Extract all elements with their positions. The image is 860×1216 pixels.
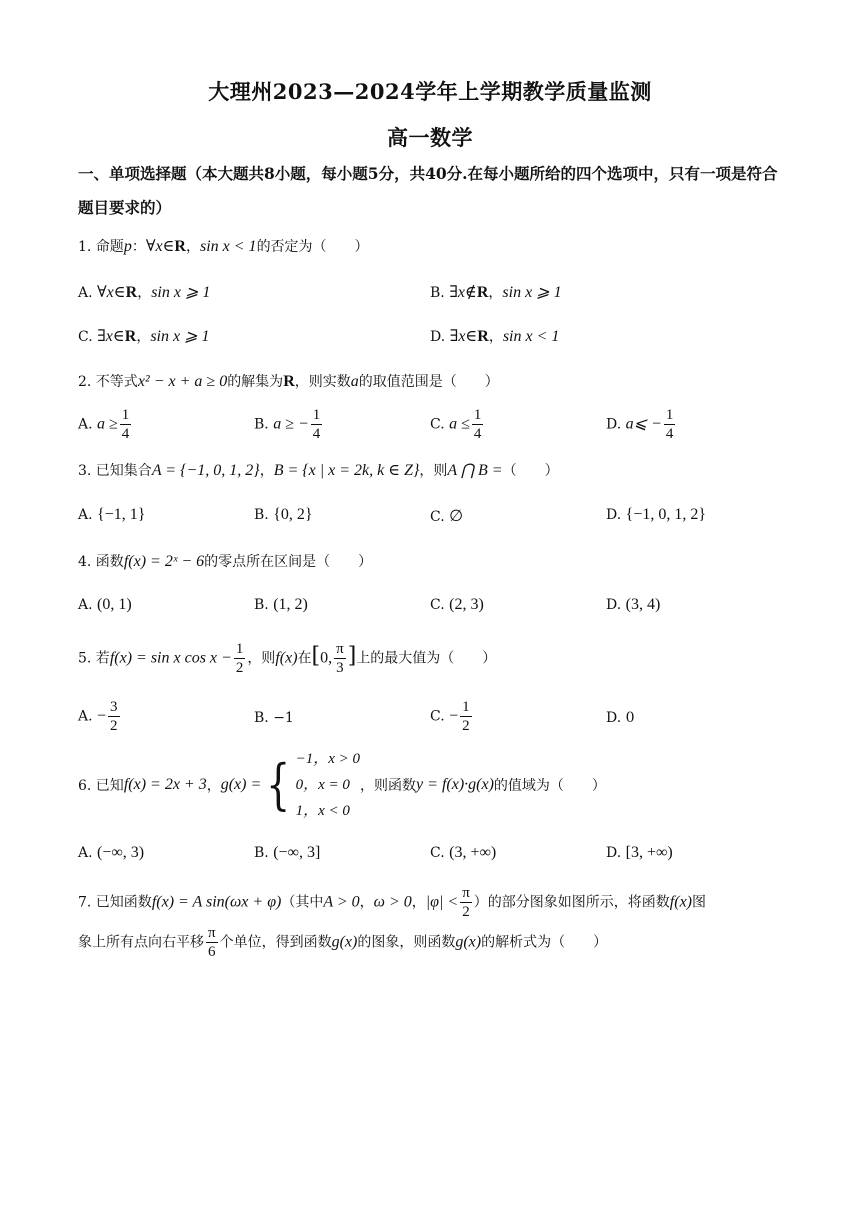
q4-option-a[interactable]: A. (0, 1) <box>78 596 132 613</box>
q6-option-d[interactable]: D. [3, +∞) <box>606 844 673 861</box>
question-1: 1. 命题p：∀x∈R，sin x < 1的否定为（ ） <box>78 238 369 255</box>
exam-title: 大理州2023—2024学年上学期教学质量监测 <box>208 79 652 104</box>
question-5: 5. 若f(x) = sin x cos x − $\frac{1}{2}$ ，则f(x)在[0, $\frac{\pi}{3}$ ]上的最大值为（ ） <box>78 641 497 676</box>
question-3: 3. 已知集合A = {−1, 0, 1, 2}，B = {x | x = 2k, k ∈ Z}，则A ⋂ B =（ ） <box>78 462 559 479</box>
q1-option-c[interactable]: C. ∃x∈R，sin x ⩾ 1 <box>78 328 210 345</box>
q6-option-a[interactable]: A. (−∞, 3) <box>78 844 145 861</box>
question-4: 4. 函数f(x) = 2ˣ − 6的零点所在区间是（ ） <box>78 553 373 570</box>
q1-option-a[interactable]: A. ∀x∈R，sin x ⩾ 1 <box>78 284 211 301</box>
q4-option-d[interactable]: D. (3, 4) <box>606 596 661 613</box>
q5-option-c[interactable]: C. − $\frac{1}{2}$ <box>430 699 470 734</box>
q3-option-a[interactable]: A. {−1, 1} <box>78 506 146 523</box>
q5-option-b[interactable]: B. −1 <box>254 710 294 726</box>
q3-option-d[interactable]: D. {−1, 0, 1, 2} <box>606 506 707 523</box>
q4-option-c[interactable]: C. (2, 3) <box>430 596 484 613</box>
q5-option-a[interactable]: A. − $\frac{3}{2}$ <box>78 699 118 734</box>
exam-subtitle: 高一数学 <box>387 125 473 150</box>
q4-option-b[interactable]: B. (1, 2) <box>254 596 308 613</box>
q3-option-b[interactable]: B. {0, 2} <box>254 506 313 523</box>
question-2: 2. 不等式x² − x + a ≥ 0的解集为R，则实数a的取值范围是（ ） <box>78 373 499 390</box>
question-6: 6. 已知f(x) = 2x + 3，g(x) ={ −1，x > 0 0，x = 0 1，x < 0 ，则函数y = f(x)·g(x)的值域为（ ） <box>78 746 606 824</box>
q2-option-b[interactable]: B. a ≥ − $\frac{1}{4}$ <box>254 407 321 442</box>
q1-option-d[interactable]: D. ∃x∈R，sin x < 1 <box>430 328 560 345</box>
section-heading: 一、单项选择题（本大题共8小题，每小题5分，共40分.在每小题所给的四个选项中，只有一项是符合题目要求的） <box>78 164 778 217</box>
q1-option-b[interactable]: B. ∃x∉R，sin x ⩾ 1 <box>430 284 562 301</box>
q5-option-d[interactable]: D. 0 <box>606 710 635 726</box>
q2-option-a[interactable]: A. a ≥ $\frac{1}{4}$ <box>78 407 130 442</box>
q6-option-b[interactable]: B. (−∞, 3] <box>254 844 321 861</box>
q3-option-c[interactable]: C. ∅ <box>430 508 464 525</box>
question-7: 7. 已知函数f(x) = A sin(ωx + φ)（其中A > 0，ω > 0，|φ| < $\frac{\pi}{2}$ ）的部分图象如图所示，将函数f(x)图 <box>78 885 706 920</box>
q2-option-c[interactable]: C. a ≤ $\frac{1}{4}$ <box>430 407 482 442</box>
q6-option-c[interactable]: C. (3, +∞) <box>430 844 497 861</box>
piecewise-g: { −1，x > 0 0，x = 0 1，x < 0 <box>266 751 361 819</box>
question-7-line-2: 象上所有点向右平移 $\frac{\pi}{6}$ 个单位，得到函数g(x)的图象，则函数g(x)的解析式为（ ） <box>78 925 608 960</box>
q2-option-d[interactable]: D. a⩽ − $\frac{1}{4}$ <box>606 407 674 442</box>
